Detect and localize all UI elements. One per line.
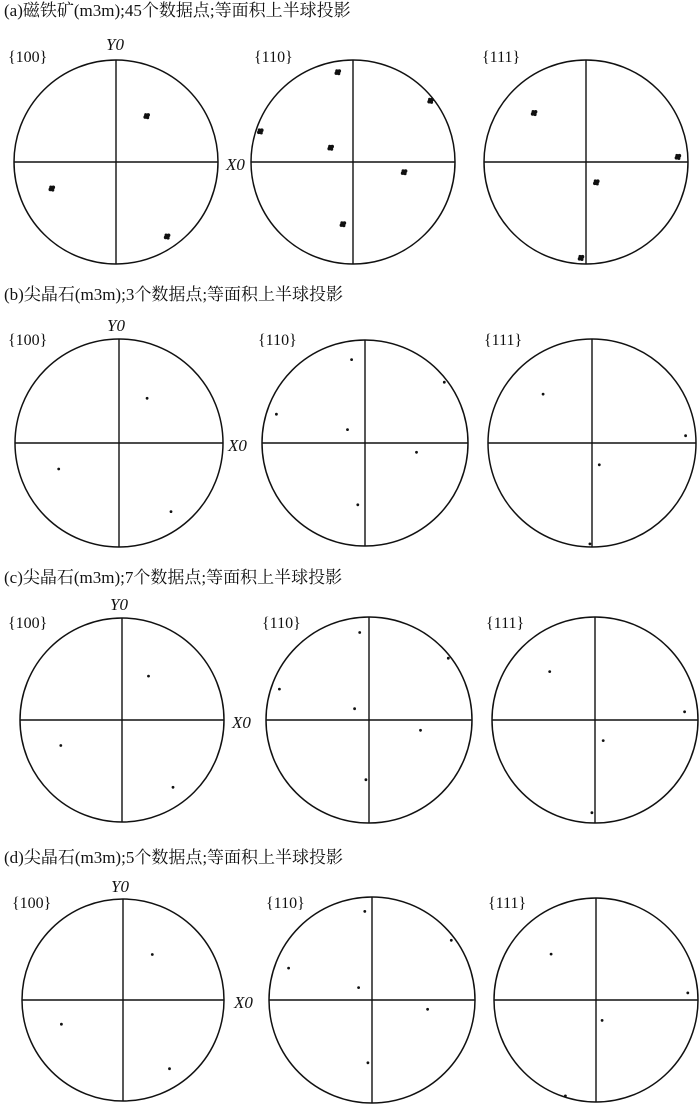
data-point-blob	[143, 115, 146, 118]
data-point	[346, 428, 349, 431]
data-point	[146, 397, 149, 400]
data-point	[275, 413, 278, 416]
data-point-blob	[257, 131, 260, 134]
data-point-blob	[49, 188, 52, 191]
data-point-blob	[327, 147, 330, 150]
pole-family-label: {110}	[266, 895, 305, 912]
data-point-blob	[581, 258, 584, 261]
data-point-blob	[593, 182, 596, 185]
pole-figure-d-111	[488, 895, 698, 1102]
data-point	[367, 1061, 370, 1064]
data-point	[542, 393, 545, 396]
pole-family-label: {100}	[8, 332, 48, 349]
data-point-blob	[165, 234, 168, 237]
data-point	[357, 986, 360, 989]
row-title-d: (d)尖晶石(m3m);5个数据点;等面积上半球投影	[4, 848, 344, 867]
data-point	[531, 110, 538, 116]
data-point	[172, 786, 175, 789]
data-point	[598, 463, 601, 466]
data-point	[419, 729, 422, 732]
data-point	[589, 543, 592, 546]
data-point	[57, 468, 60, 471]
data-point	[684, 434, 687, 437]
data-point-blob	[579, 255, 582, 258]
data-point	[356, 503, 359, 506]
row-title-a: (a)磁铁矿(m3m);45个数据点;等面积上半球投影	[4, 1, 351, 20]
data-point-blob	[402, 169, 405, 172]
data-point	[340, 221, 347, 227]
data-point-blob	[258, 128, 261, 131]
pole-figure-d-100	[12, 877, 253, 1101]
data-point-blob	[340, 221, 343, 224]
data-point	[601, 1019, 604, 1022]
pole-figure-a-100	[8, 35, 245, 264]
data-point-blob	[144, 113, 147, 116]
data-point-blob	[428, 98, 431, 101]
pole-figure-b-100	[8, 316, 247, 547]
data-point-blob	[534, 113, 537, 116]
data-point-blob	[578, 257, 581, 260]
data-point	[447, 657, 450, 660]
pole-figure-c-100	[8, 595, 251, 822]
data-point	[59, 744, 62, 747]
data-points	[49, 113, 171, 240]
data-point	[143, 113, 150, 119]
data-point	[335, 69, 342, 75]
data-point	[415, 451, 418, 454]
pole-family-label: {100}	[8, 49, 48, 66]
data-points	[59, 675, 174, 789]
data-point-blob	[594, 179, 597, 182]
data-point-blob	[342, 224, 345, 227]
pole-family-label: {111}	[484, 332, 523, 349]
data-point	[401, 169, 408, 175]
data-points	[60, 953, 171, 1070]
data-point-blob	[337, 72, 340, 75]
data-point-blob	[328, 145, 331, 148]
data-point-blob	[335, 72, 338, 75]
y0-axis-label: Y0	[107, 316, 125, 335]
pole-figure-c-110	[262, 615, 472, 823]
data-point-blob	[167, 237, 170, 240]
pole-figure-a-110	[251, 49, 455, 264]
data-point-blob	[675, 154, 678, 157]
data-point	[675, 154, 682, 160]
data-point	[168, 1067, 171, 1070]
pole-family-label: {110}	[254, 49, 293, 66]
y0-axis-label: Y0	[106, 35, 124, 54]
data-point	[593, 179, 600, 185]
data-point-blob	[260, 132, 263, 135]
data-point	[683, 710, 686, 713]
data-point	[443, 381, 446, 384]
data-points	[550, 953, 690, 1098]
data-point	[257, 128, 264, 134]
data-points	[278, 631, 450, 781]
y0-axis-label: Y0	[111, 877, 129, 896]
data-point-blob	[677, 157, 680, 160]
data-point-blob	[340, 224, 343, 227]
data-point	[358, 631, 361, 634]
x0-axis-label: X0	[226, 155, 245, 174]
data-point-blob	[430, 101, 433, 104]
data-point-blob	[49, 186, 52, 189]
data-points	[257, 69, 434, 227]
x0-axis-label: X0	[228, 436, 247, 455]
data-point-blob	[675, 156, 678, 159]
data-point-blob	[531, 112, 534, 115]
data-point	[350, 358, 353, 361]
data-point-blob	[51, 189, 54, 192]
data-points	[275, 358, 446, 506]
data-point	[427, 98, 434, 104]
data-point-blob	[146, 116, 149, 119]
data-points	[531, 110, 681, 261]
data-point-blob	[401, 172, 404, 175]
data-point	[426, 1008, 429, 1011]
pole-figure-c-111	[486, 615, 698, 823]
data-point	[164, 234, 171, 240]
data-point-blob	[335, 69, 338, 72]
pole-family-label: {100}	[12, 895, 52, 912]
data-point	[550, 953, 553, 956]
data-point	[564, 1095, 567, 1098]
data-point	[548, 670, 551, 673]
data-point-blob	[330, 148, 333, 151]
data-point	[49, 186, 56, 192]
data-point	[60, 1023, 63, 1026]
row-title-c: (c)尖晶石(m3m);7个数据点;等面积上半球投影	[4, 568, 343, 587]
pole-family-label: {111}	[486, 615, 525, 632]
data-point	[147, 675, 150, 678]
x0-axis-label: X0	[232, 713, 251, 732]
data-point-blob	[532, 110, 535, 113]
data-points	[57, 397, 172, 513]
data-point	[151, 953, 154, 956]
pole-figure-b-111	[484, 332, 696, 547]
y0-axis-label: Y0	[110, 595, 128, 614]
data-points	[548, 670, 686, 814]
data-point	[363, 910, 366, 913]
pole-family-label: {100}	[8, 615, 48, 632]
pole-family-label: {110}	[258, 332, 297, 349]
data-point	[686, 992, 689, 995]
x0-axis-label: X0	[234, 993, 253, 1012]
data-points	[287, 910, 452, 1064]
data-point-blob	[427, 100, 430, 103]
data-point-blob	[596, 183, 599, 186]
pole-family-label: {110}	[262, 615, 301, 632]
pole-figure-b-110	[258, 332, 468, 546]
data-point	[591, 811, 594, 814]
data-point	[450, 939, 453, 942]
data-point	[602, 739, 605, 742]
data-point	[578, 255, 585, 261]
data-point	[287, 967, 290, 970]
data-point	[278, 688, 281, 691]
row-title-b: (b)尖晶石(m3m);3个数据点;等面积上半球投影	[4, 285, 344, 304]
pole-family-label: {111}	[488, 895, 527, 912]
data-point	[353, 707, 356, 710]
data-point-blob	[404, 172, 407, 175]
data-point	[170, 510, 173, 513]
data-point	[327, 145, 334, 151]
data-point-blob	[164, 236, 167, 239]
pole-family-label: {111}	[482, 49, 521, 66]
pole-figure-d-110	[266, 895, 475, 1103]
data-points	[542, 393, 687, 546]
data-point	[365, 778, 368, 781]
pole-figure-a-111	[482, 49, 688, 264]
